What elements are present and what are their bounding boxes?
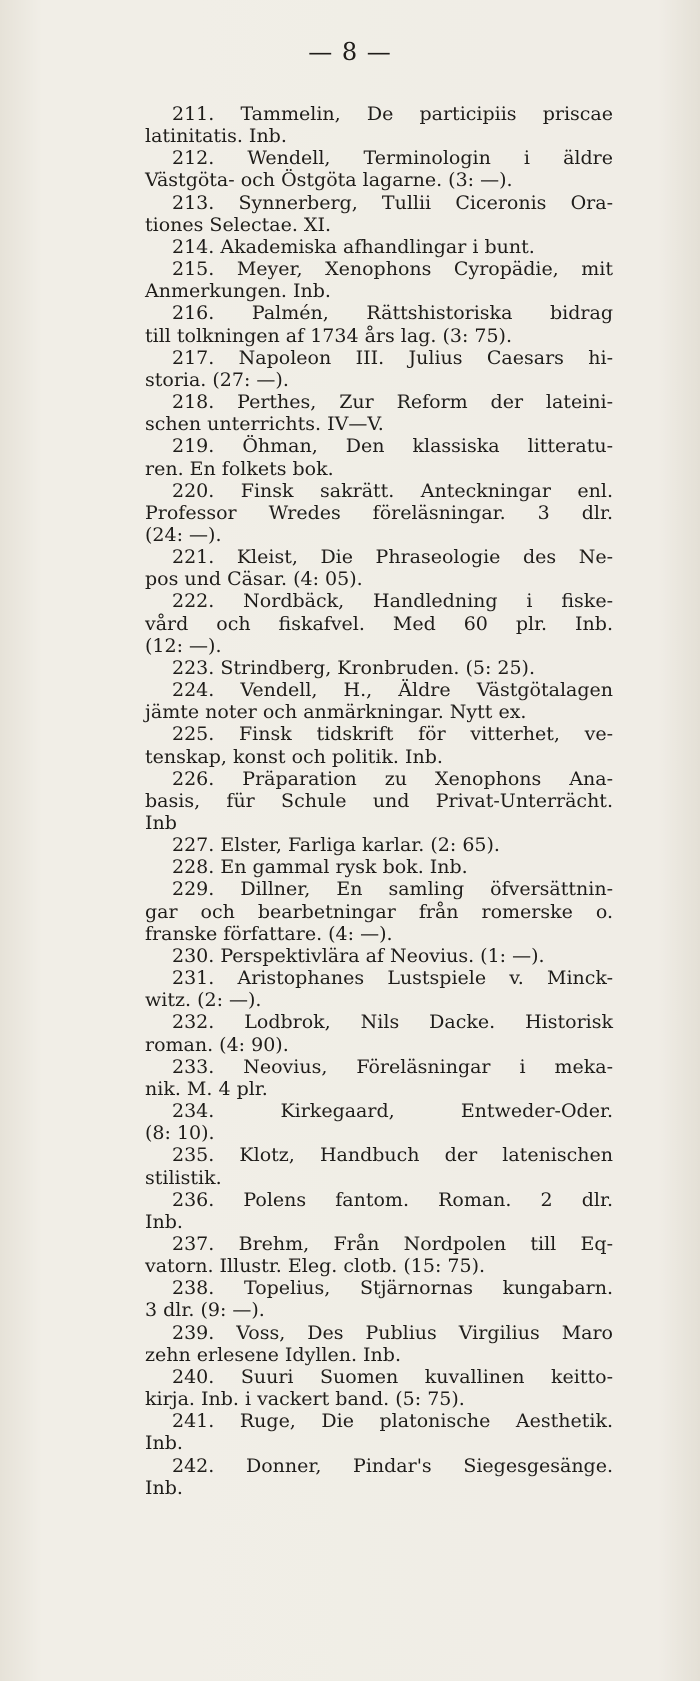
entry-first-line: 221. Kleist, Die Phraseologie des Ne- bbox=[172, 546, 613, 569]
catalog-entry bbox=[145, 1011, 613, 1055]
catalog-entry bbox=[145, 1100, 613, 1144]
entry-continuation-line: basis, für Schule und Privat-Unterrächt. bbox=[145, 789, 613, 812]
entry-first-line: 231. Aristophanes Lustspiele v. Minck- bbox=[172, 967, 613, 990]
catalog-entry bbox=[145, 1189, 613, 1233]
entry-first-line: 232. Lodbrok, Nils Dacke. Historisk bbox=[172, 1011, 613, 1034]
entry-continuation-line: witz. (2: —). bbox=[145, 989, 262, 1012]
catalog-entry bbox=[145, 103, 613, 147]
catalog-entry bbox=[145, 1233, 613, 1277]
catalog-entry bbox=[145, 147, 613, 191]
catalog-entry bbox=[145, 723, 613, 767]
entry-first-line: 212. Wendell, Terminologin i äldre bbox=[172, 147, 613, 170]
entry-continuation-line: storia. (27: —). bbox=[145, 368, 289, 391]
catalog-entry bbox=[145, 347, 613, 391]
entry-continuation-line: Inb. bbox=[145, 1476, 183, 1499]
entry-continuation-line: vatorn. Illustr. Eleg. clotb. (15: 75). bbox=[145, 1255, 486, 1278]
entry-continuation-line: roman. (4: 90). bbox=[145, 1033, 289, 1056]
entry-first-line: 213. Synnerberg, Tullii Ciceronis Ora- bbox=[172, 191, 613, 214]
entry-first-line: 242. Donner, Pindar's Siegesgesänge. bbox=[172, 1454, 613, 1477]
entry-continuation-line: tenskap, konst och politik. Inb. bbox=[145, 745, 443, 768]
entry-continuation-line: (12: —). bbox=[145, 634, 222, 657]
entry-continuation-line: Professor Wredes föreläsningar. 3 dlr. bbox=[145, 501, 613, 524]
catalog-entry bbox=[145, 1056, 613, 1100]
entry-continuation-line: jämte noter och anmärkningar. Nytt ex. bbox=[145, 701, 527, 724]
entry-first-line: 229. Dillner, En samling öfversättnin- bbox=[172, 878, 613, 901]
entry-first-line: 214. Akademiska afhandlingar i bunt. bbox=[172, 235, 535, 258]
catalog-entry bbox=[145, 657, 613, 679]
entry-continuation-line: 3 dlr. (9: —). bbox=[145, 1299, 265, 1322]
entry-continuation-line: kirja. Inb. i vackert band. (5: 75). bbox=[145, 1388, 465, 1411]
catalog-entry bbox=[145, 1366, 613, 1410]
entry-first-line: 223. Strindberg, Kronbruden. (5: 25). bbox=[172, 656, 536, 679]
entry-first-line: 225. Finsk tidskrift för vitterhet, ve- bbox=[172, 723, 613, 746]
catalog-entry bbox=[145, 1322, 613, 1366]
entry-continuation-line: gar och bearbetningar från romerske o. bbox=[145, 900, 613, 923]
entry-first-line: 234. Kirkegaard, Entweder-Oder. bbox=[172, 1100, 613, 1123]
entry-first-line: 215. Meyer, Xenophons Cyropädie, mit bbox=[172, 258, 613, 281]
entry-first-line: 217. Napoleon III. Julius Caesars hi- bbox=[172, 346, 613, 369]
entry-continuation-line: zehn erlesene Idyllen. Inb. bbox=[145, 1343, 401, 1366]
catalog-entry bbox=[145, 967, 613, 1011]
catalog-entry bbox=[145, 1455, 613, 1499]
entry-continuation-line: Inb. bbox=[145, 1210, 183, 1233]
catalog-entry bbox=[145, 236, 613, 258]
entry-continuation-line: Anmerkungen. Inb. bbox=[145, 280, 331, 303]
catalog-entry bbox=[145, 1410, 613, 1454]
catalog-entry bbox=[145, 1277, 613, 1321]
entry-continuation-line: Inb bbox=[145, 812, 177, 834]
entry-continuation-line: franske författare. (4: —). bbox=[145, 922, 393, 945]
entry-continuation-line: (8: 10). bbox=[145, 1122, 215, 1145]
entry-continuation-line: stilistik. bbox=[145, 1166, 222, 1189]
entry-continuation-line: (24: —). bbox=[145, 523, 222, 546]
entry-continuation-line: ren. En folkets bok. bbox=[145, 457, 334, 480]
catalog-entry bbox=[145, 435, 613, 479]
entry-first-line: 224. Vendell, H., Äldre Västgötalagen bbox=[172, 679, 613, 702]
page-number: — 8 — bbox=[308, 38, 392, 66]
entry-first-line: 216. Palmén, Rättshistoriska bidrag bbox=[172, 302, 613, 325]
catalog-entry bbox=[145, 834, 613, 856]
entry-first-line: 219. Öhman, Den klassiska litteratu- bbox=[172, 435, 613, 458]
catalog-entry-list bbox=[145, 103, 613, 1499]
entry-continuation-line: tiones Selectae. XI. bbox=[145, 213, 332, 236]
entry-continuation-line: till tolkningen af 1734 års lag. (3: 75). bbox=[145, 324, 513, 347]
entry-continuation-line: schen unterrichts. IV—V. bbox=[145, 413, 384, 436]
catalog-entry bbox=[145, 391, 613, 435]
entry-first-line: 226. Präparation zu Xenophons Ana- bbox=[172, 767, 613, 790]
entry-first-line: 227. Elster, Farliga karlar. (2: 65). bbox=[172, 834, 500, 857]
entry-continuation-line: latinitatis. Inb. bbox=[145, 125, 287, 148]
entry-continuation-line: nik. M. 4 plr. bbox=[145, 1077, 268, 1100]
entry-first-line: 240. Suuri Suomen kuvallinen keitto- bbox=[172, 1365, 613, 1388]
catalog-entry bbox=[145, 480, 613, 546]
entry-continuation-line: Västgöta- och Östgöta lagarne. (3: —). bbox=[145, 169, 513, 192]
catalog-entry bbox=[145, 1144, 613, 1188]
entry-first-line: 218. Perthes, Zur Reform der lateini- bbox=[172, 391, 613, 414]
entry-first-line: 237. Brehm, Från Nordpolen till Eq- bbox=[172, 1232, 613, 1255]
entry-continuation-line: pos und Cäsar. (4: 05). bbox=[145, 568, 363, 591]
entry-first-line: 220. Finsk sakrätt. Anteckningar enl. bbox=[172, 479, 613, 502]
entry-first-line: 235. Klotz, Handbuch der latenischen bbox=[172, 1144, 613, 1167]
entry-first-line: 239. Voss, Des Publius Virgilius Maro bbox=[172, 1321, 613, 1344]
catalog-entry bbox=[145, 945, 613, 967]
catalog-entry bbox=[145, 546, 613, 590]
catalog-entry bbox=[145, 192, 613, 236]
catalog-entry bbox=[145, 679, 613, 723]
entry-first-line: 236. Polens fantom. Roman. 2 dlr. bbox=[172, 1188, 613, 1211]
entry-continuation-line: vård och fiskafvel. Med 60 plr. Inb. bbox=[145, 612, 613, 635]
entry-first-line: 241. Ruge, Die platonische Aesthetik. bbox=[172, 1410, 613, 1433]
catalog-entry bbox=[145, 258, 613, 302]
entry-first-line: 222. Nordbäck, Handledning i fiske- bbox=[172, 590, 613, 613]
entry-first-line: 211. Tammelin, De participiis priscae bbox=[172, 103, 613, 125]
entry-first-line: 233. Neovius, Föreläsningar i meka- bbox=[172, 1055, 613, 1078]
catalog-entry bbox=[145, 878, 613, 944]
catalog-entry bbox=[145, 768, 613, 834]
catalog-entry bbox=[145, 302, 613, 346]
entry-first-line: 230. Perspektivlära af Neovius. (1: —). bbox=[172, 944, 545, 967]
catalog-entry bbox=[145, 590, 613, 656]
catalog-entry bbox=[145, 856, 613, 878]
entry-first-line: 228. En gammal rysk bok. Inb. bbox=[172, 856, 468, 879]
entry-continuation-line: Inb. bbox=[145, 1432, 183, 1455]
entry-first-line: 238. Topelius, Stjärnornas kungabarn. bbox=[172, 1277, 613, 1300]
